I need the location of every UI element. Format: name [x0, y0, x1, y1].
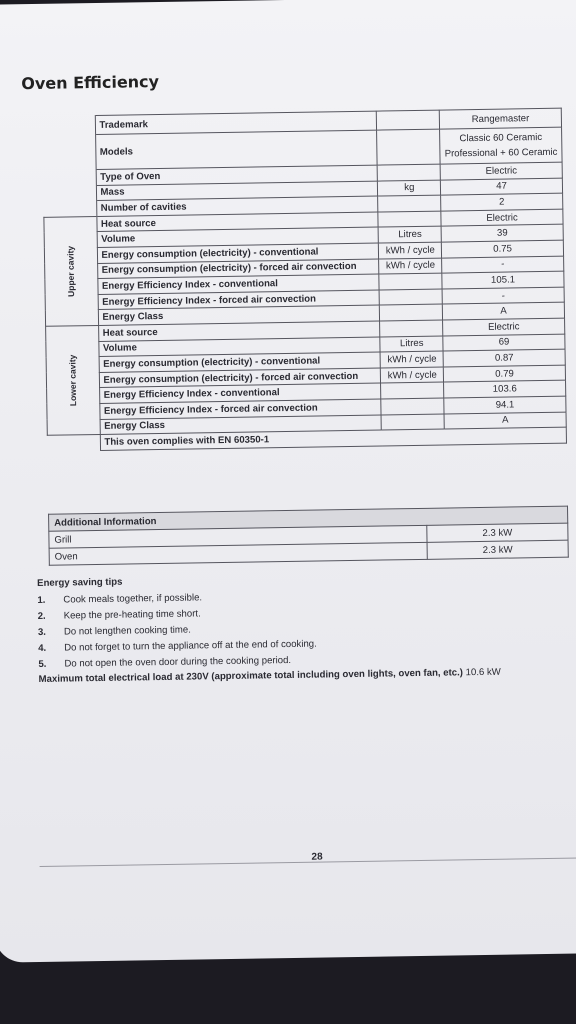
spec-unit — [380, 320, 443, 337]
compliance-text: This oven complies with EN 60350-1 — [100, 427, 567, 450]
spec-unit: kWh / cycle — [381, 367, 444, 384]
upper-cavity-label — [44, 216, 98, 326]
spec-label: Energy Efficiency Index - conventional — [99, 383, 381, 403]
spec-value: 69 — [443, 334, 565, 352]
oven-label: Oven — [49, 542, 427, 565]
spec-unit — [378, 211, 441, 228]
lower-cavity-text: Lower cavity — [67, 354, 79, 407]
spec-value: 0.79 — [443, 365, 565, 383]
upper-cavity-text: Upper cavity — [65, 245, 77, 297]
spec-unit — [381, 382, 444, 399]
tip-text: Keep the pre-heating time short. — [63, 608, 201, 622]
type-value: Electric — [440, 162, 562, 180]
max-load-value: 10.6 kW — [465, 666, 501, 679]
spec-value: - — [442, 256, 564, 274]
spec-unit — [380, 304, 443, 321]
tip-text: Do not forget to turn the appliance off at the end of cooking. — [64, 638, 317, 654]
spec-value: 105.1 — [442, 271, 564, 289]
oven-value: 2.3 kW — [427, 540, 568, 559]
mass-unit: kg — [378, 180, 441, 197]
spec-label: Energy Class — [100, 415, 382, 435]
cavities-value: 2 — [441, 193, 563, 211]
spec-label: Energy Class — [98, 305, 380, 325]
spec-label: Heat source — [98, 321, 380, 341]
grill-value: 2.3 kW — [427, 523, 568, 542]
tip-text: Do not open the oven door during the cooking period. — [64, 654, 292, 670]
mass-value: 47 — [441, 178, 563, 196]
footer-rule — [40, 857, 576, 866]
spec-unit — [380, 289, 443, 306]
spec-unit: kWh / cycle — [381, 351, 444, 368]
spec-value: A — [443, 302, 565, 320]
energy-tips — [37, 570, 559, 685]
model-name: Professional + 60 Ceramic — [444, 146, 558, 160]
page-title: Oven Efficiency — [21, 71, 160, 94]
tip-text: Do not lengthen cooking time. — [63, 624, 191, 638]
tips-list — [37, 585, 558, 673]
mass-label: Mass — [96, 181, 378, 201]
spec-unit — [379, 273, 442, 290]
tip-number: 3. — [37, 626, 47, 638]
spec-label: Energy consumption (electricity) - forced air convection — [97, 259, 379, 279]
trademark-label: Trademark — [95, 111, 377, 134]
additional-info-table — [48, 506, 569, 566]
spec-value: 39 — [441, 225, 563, 243]
spec-unit — [381, 398, 444, 415]
spec-unit: Litres — [380, 336, 443, 353]
spec-unit — [382, 414, 445, 431]
models-label: Models — [95, 130, 377, 169]
spec-label: Energy Efficiency Index - forced air convection — [98, 290, 380, 310]
spec-unit: Litres — [379, 226, 442, 243]
trademark-value: Rangemaster — [439, 108, 561, 129]
model-name: Classic 60 Ceramic — [459, 131, 543, 145]
tip-text: Cook meals together, if possible. — [63, 592, 203, 606]
spec-label: Energy consumption (electricity) - conventional — [99, 352, 381, 372]
spec-unit: kWh / cycle — [379, 242, 442, 259]
spec-value: 94.1 — [444, 396, 566, 414]
spec-label: Heat source — [96, 212, 378, 232]
upper-cavity-group — [44, 209, 565, 326]
spec-table — [42, 108, 567, 452]
tips-title: Energy saving tips — [37, 576, 123, 589]
max-load-label: Maximum total electrical load at 230V (approximate total including oven lights, oven fan, etc.) — [38, 667, 464, 685]
spec-label: Energy consumption (electricity) - conventional — [97, 243, 379, 263]
spec-unit: kWh / cycle — [379, 258, 442, 275]
lower-cavity-group — [46, 318, 567, 435]
spec-value: A — [444, 412, 566, 430]
spec-value: Electric — [443, 318, 565, 336]
spec-label: Energy Efficiency Index - conventional — [97, 274, 379, 294]
spec-value: 0.87 — [443, 349, 565, 367]
spec-label: Energy consumption (electricity) - forced air convection — [99, 368, 381, 388]
spec-value: 103.6 — [444, 380, 566, 398]
grill-label: Grill — [49, 525, 427, 548]
spec-value: - — [442, 287, 564, 305]
additional-info-title: Additional Information — [49, 506, 568, 531]
spec-value: Electric — [441, 209, 563, 227]
tip-number: 5. — [38, 658, 47, 670]
tip-number: 4. — [38, 642, 47, 654]
spec-value: 0.75 — [442, 240, 564, 258]
spec-label: Volume — [98, 337, 380, 357]
spec-label: Energy Efficiency Index - forced air convection — [99, 399, 381, 419]
tip-number: 1. — [37, 594, 46, 606]
tip-number: 2. — [37, 610, 46, 622]
models-value — [440, 127, 562, 164]
page-number: 28 — [311, 851, 323, 863]
lower-cavity-label — [46, 325, 100, 435]
spec-label: Volume — [97, 227, 379, 247]
cavities-label: Number of cavities — [96, 196, 378, 216]
type-label: Type of Oven — [96, 165, 378, 185]
